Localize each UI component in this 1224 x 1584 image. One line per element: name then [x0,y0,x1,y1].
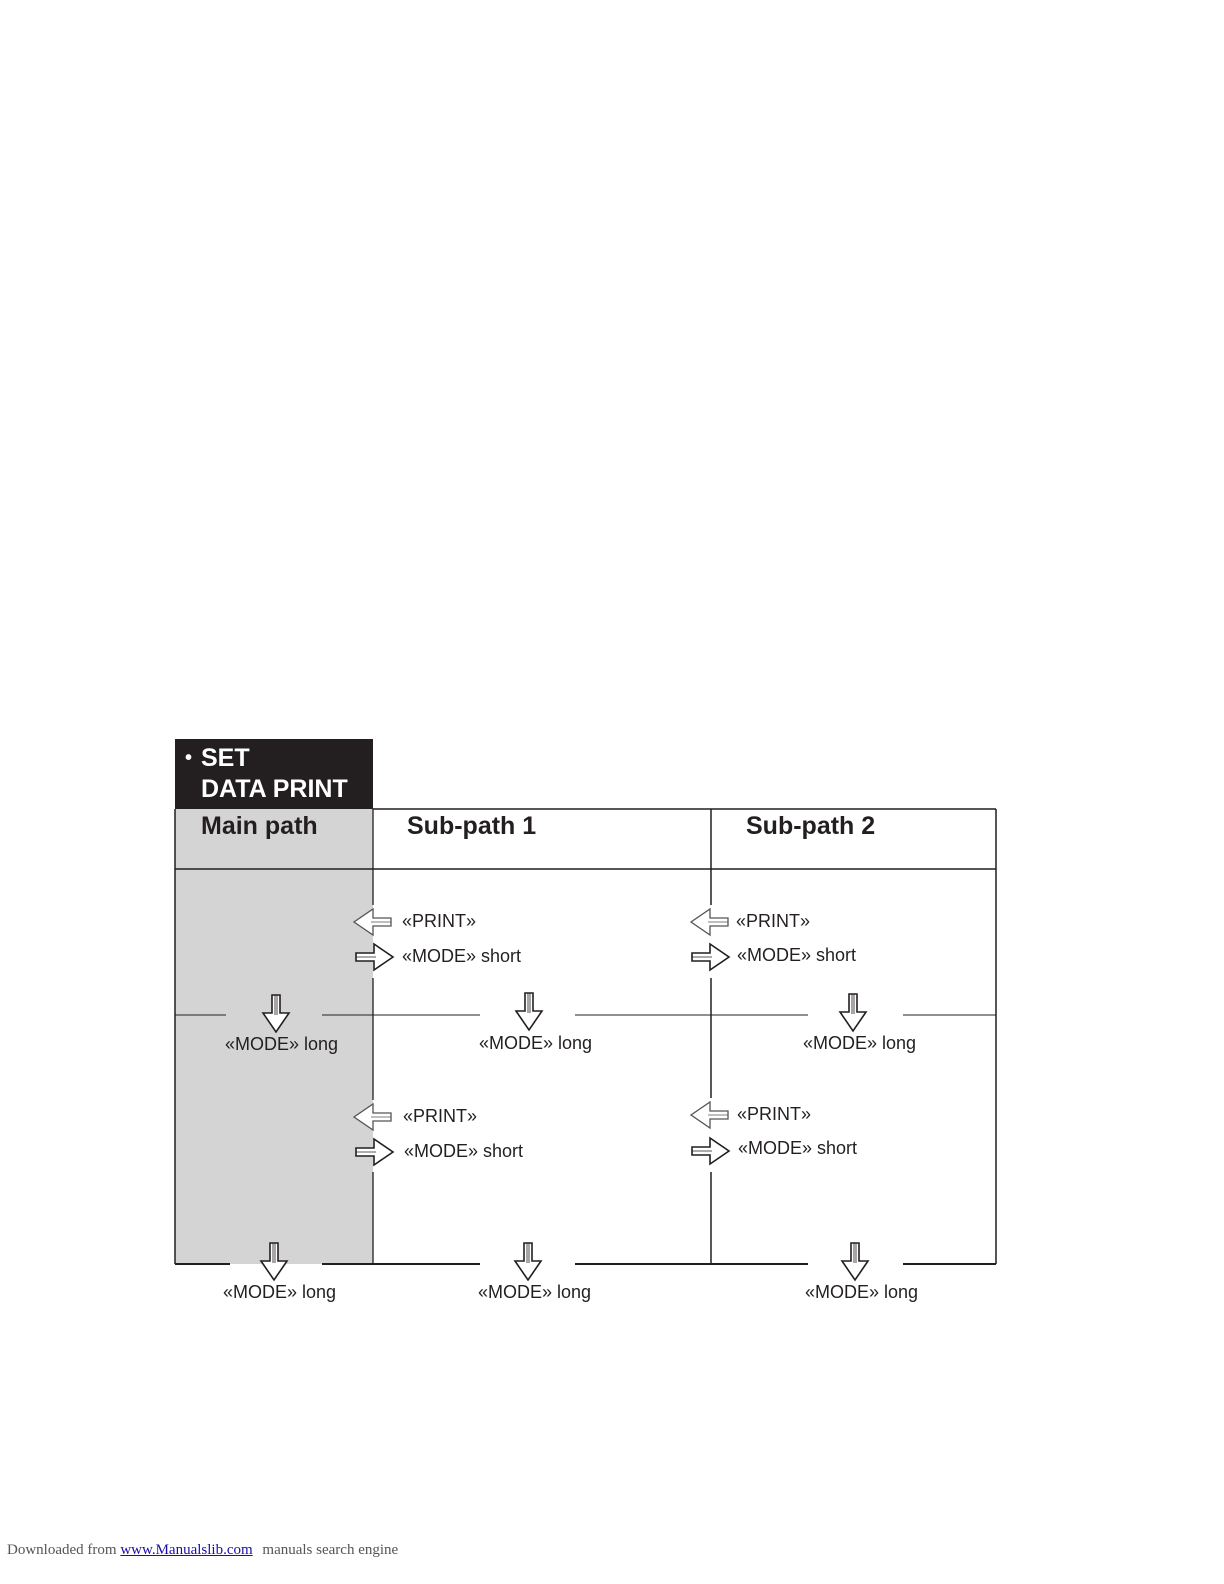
mode-long-label: «MODE» long [223,1282,337,1302]
column-head-sub-path-2: Sub-path 2 [746,812,876,840]
footer-suffix: manuals search engine [262,1542,399,1558]
print-label: «PRINT» [737,1104,812,1124]
mode-short-label: «MODE» short [402,946,522,966]
mode-long-label: «MODE» long [479,1033,593,1053]
mode-long-label: «MODE» long [803,1033,917,1053]
print-label: «PRINT» [403,1106,478,1126]
right-arrow-icon [692,1138,729,1164]
right-arrow-icon [692,944,729,970]
bullet-icon: • [185,747,193,769]
mode-short-label: «MODE» short [737,945,857,965]
column-head-main-path: Main path [201,812,318,840]
header-line-1: • SET [185,744,250,772]
manualslib-link[interactable]: www.Manualslib.com [120,1542,253,1558]
mode-short-label: «MODE» short [404,1141,524,1161]
left-arrow-icon [691,1102,728,1128]
print-label: «PRINT» [736,911,811,931]
column-head-sub-path-1: Sub-path 1 [407,812,537,840]
download-footer [7,1542,398,1559]
mode-short-label: «MODE» short [738,1138,858,1158]
print-label: «PRINT» [402,911,477,931]
footer-prefix: Downloaded from [7,1542,117,1558]
header-line-2: DATA PRINT [201,775,348,803]
section-header [175,739,373,809]
mode-long-label: «MODE» long [805,1282,919,1302]
down-arrow-icon [840,994,866,1031]
down-arrow-icon [515,1243,541,1280]
down-arrow-icon [842,1243,868,1280]
left-arrow-icon [691,909,728,935]
mode-long-label: «MODE» long [478,1282,592,1302]
mode-long-label: «MODE» long [225,1034,339,1054]
down-arrow-icon [516,993,542,1030]
